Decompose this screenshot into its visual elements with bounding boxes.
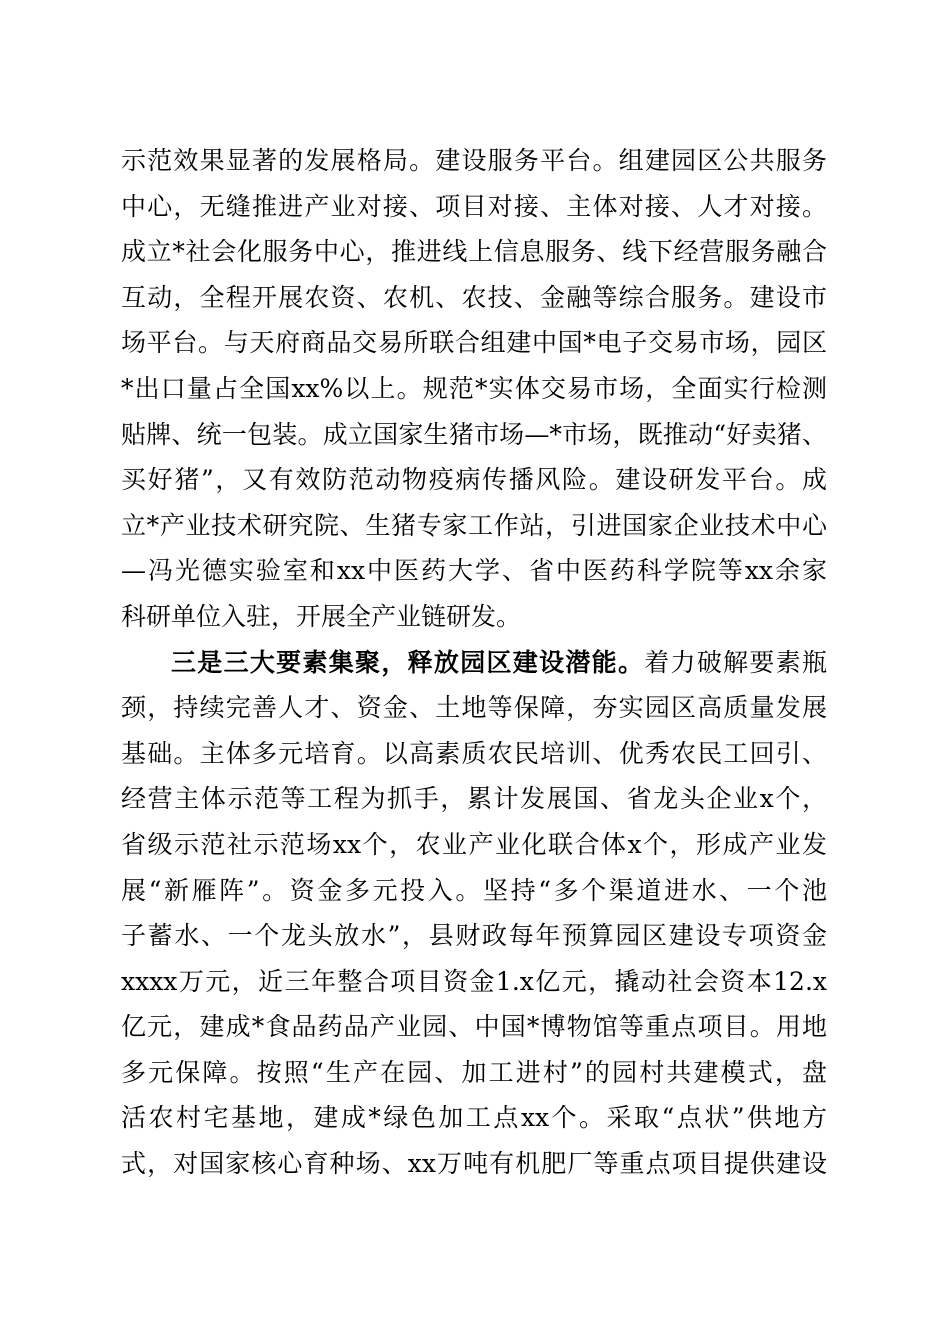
document-body [121,142,827,1191]
text-line: 示范效果显著的发展格局。建设服务平台。组建园区公共服务 [121,146,827,175]
text-line: 互动，全程开展农资、农机、农技、金融等综合服务。建设市 [121,282,827,312]
text-line: 式，对国家核心育种场、xx万吨有机肥厂等重点项目提供建设 [121,1149,827,1179]
text-line: 场平台。与天府商品交易所联合组建中国*电子交易市场，园区 [121,328,827,358]
text-line: 科研单位入驻，开展全产业链研发。 [121,601,522,631]
paragraph-first-line [121,644,827,681]
text-line: 买好猪”，又有效防范动物疫病传播风险。建设研发平台。成 [121,465,827,495]
text-line: 基础。主体多元培育。以高素质农民培训、优秀农民工回引、 [121,738,827,768]
text-line: —冯光德实验室和xx中医药大学、省中医药科学院等xx余家 [121,556,827,586]
text-line: 亿元，建成*食品药品产业园、中国*博物馆等重点项目。用地 [121,1012,827,1042]
text-line: 多元保障。按照“生产在园、加工进村”的园村共建模式，盘 [121,1057,827,1087]
paragraph-first-line-text: 着力破解要素瓶 [644,647,827,677]
text-line: 立*产业技术研究院、生猪专家工作站，引进国家企业技术中心 [121,510,827,540]
paragraph-heading: 三是三大要素集聚，释放园区建设潜能。 [171,647,645,677]
text-line: 子蓄水、一个龙头放水”，县财政每年预算园区建设专项资金 [121,921,827,951]
text-line: 颈，持续完善人才、资金、土地等保障，夯实园区高质量发展 [121,693,827,723]
text-line: 展“新雁阵”。资金多元投入。坚持“多个渠道进水、一个池 [121,875,827,905]
text-line: 省级示范社示范场xx个，农业产业化联合体x个，形成产业发 [121,829,827,859]
text-line: 中心，无缝推进产业对接、项目对接、主体对接、人才对接。 [121,191,827,221]
text-line: 经营主体示范等工程为抓手，累计发展国、省龙头企业x个， [121,784,827,814]
text-line: xxxx万元，近三年整合项目资金1.x亿元，撬动社会资本12.x [121,966,827,996]
paragraph-platform-building [121,142,827,635]
text-line: 成立*社会化服务中心，推进线上信息服务、线下经营服务融合 [121,237,827,267]
text-line: 活农村宅基地，建成*绿色加工点xx个。采取“点状”供地方 [121,1103,827,1133]
text-line: *出口量占全国xx%以上。规范*实体交易市场，全面实行检测 [121,373,827,403]
text-line: 贴牌、统一包装。成立国家生猪市场—*市场，既推动“好卖猪、 [121,419,827,449]
paragraph-three-factors [121,644,827,1183]
